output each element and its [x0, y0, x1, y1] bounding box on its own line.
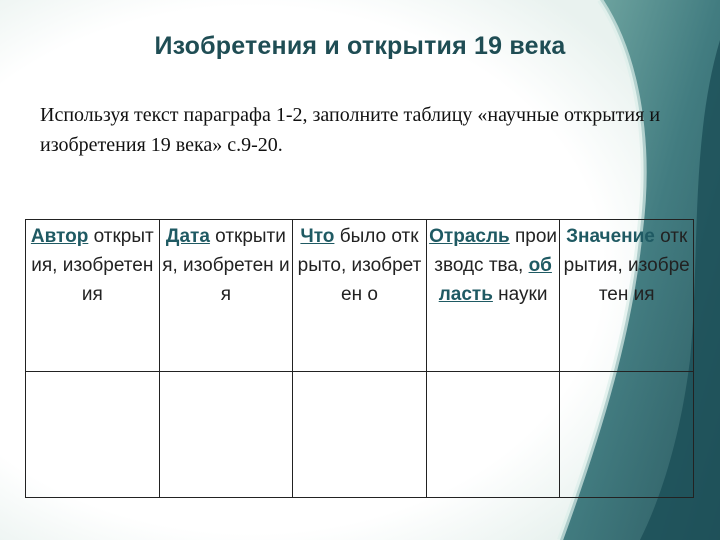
header-date: [159, 220, 293, 372]
cell-significance[interactable]: [560, 372, 694, 498]
header-what-key: Что: [300, 226, 335, 247]
table-header-row: [26, 220, 694, 372]
table-row: [26, 372, 694, 498]
header-what: [293, 220, 427, 372]
slide-title: Изобретения и открытия 19 века: [154, 32, 566, 60]
header-branch-rest2: науки: [498, 284, 548, 305]
header-what-rest: было открыто, изобретен о: [297, 226, 422, 305]
header-author: [26, 220, 160, 372]
header-branch-key: Отрасль: [429, 226, 510, 247]
header-branch-key2: область: [438, 255, 552, 305]
cell-author[interactable]: [26, 372, 160, 498]
header-branch-rest: производс тва,: [434, 226, 558, 276]
header-branch: [426, 220, 560, 372]
header-significance: [560, 220, 694, 372]
header-author-key: Автор: [30, 226, 89, 247]
header-significance-rest: открытия, изобретен ия: [563, 226, 690, 305]
instruction-text: Используя текст параграфа 1-2, заполните таблицу «научные открытия и изобретения 19 века» с.9-20.: [40, 104, 661, 156]
cell-what[interactable]: [293, 372, 427, 498]
header-date-key: Дата: [165, 226, 210, 247]
header-significance-key: Значение: [566, 226, 655, 247]
cell-date[interactable]: [159, 372, 293, 498]
header-date-rest: открытия, изобретен ия: [162, 226, 290, 305]
cell-branch[interactable]: [426, 372, 560, 498]
header-author-rest: открытия, изобретен ия: [31, 226, 154, 305]
discoveries-table: [25, 219, 694, 498]
